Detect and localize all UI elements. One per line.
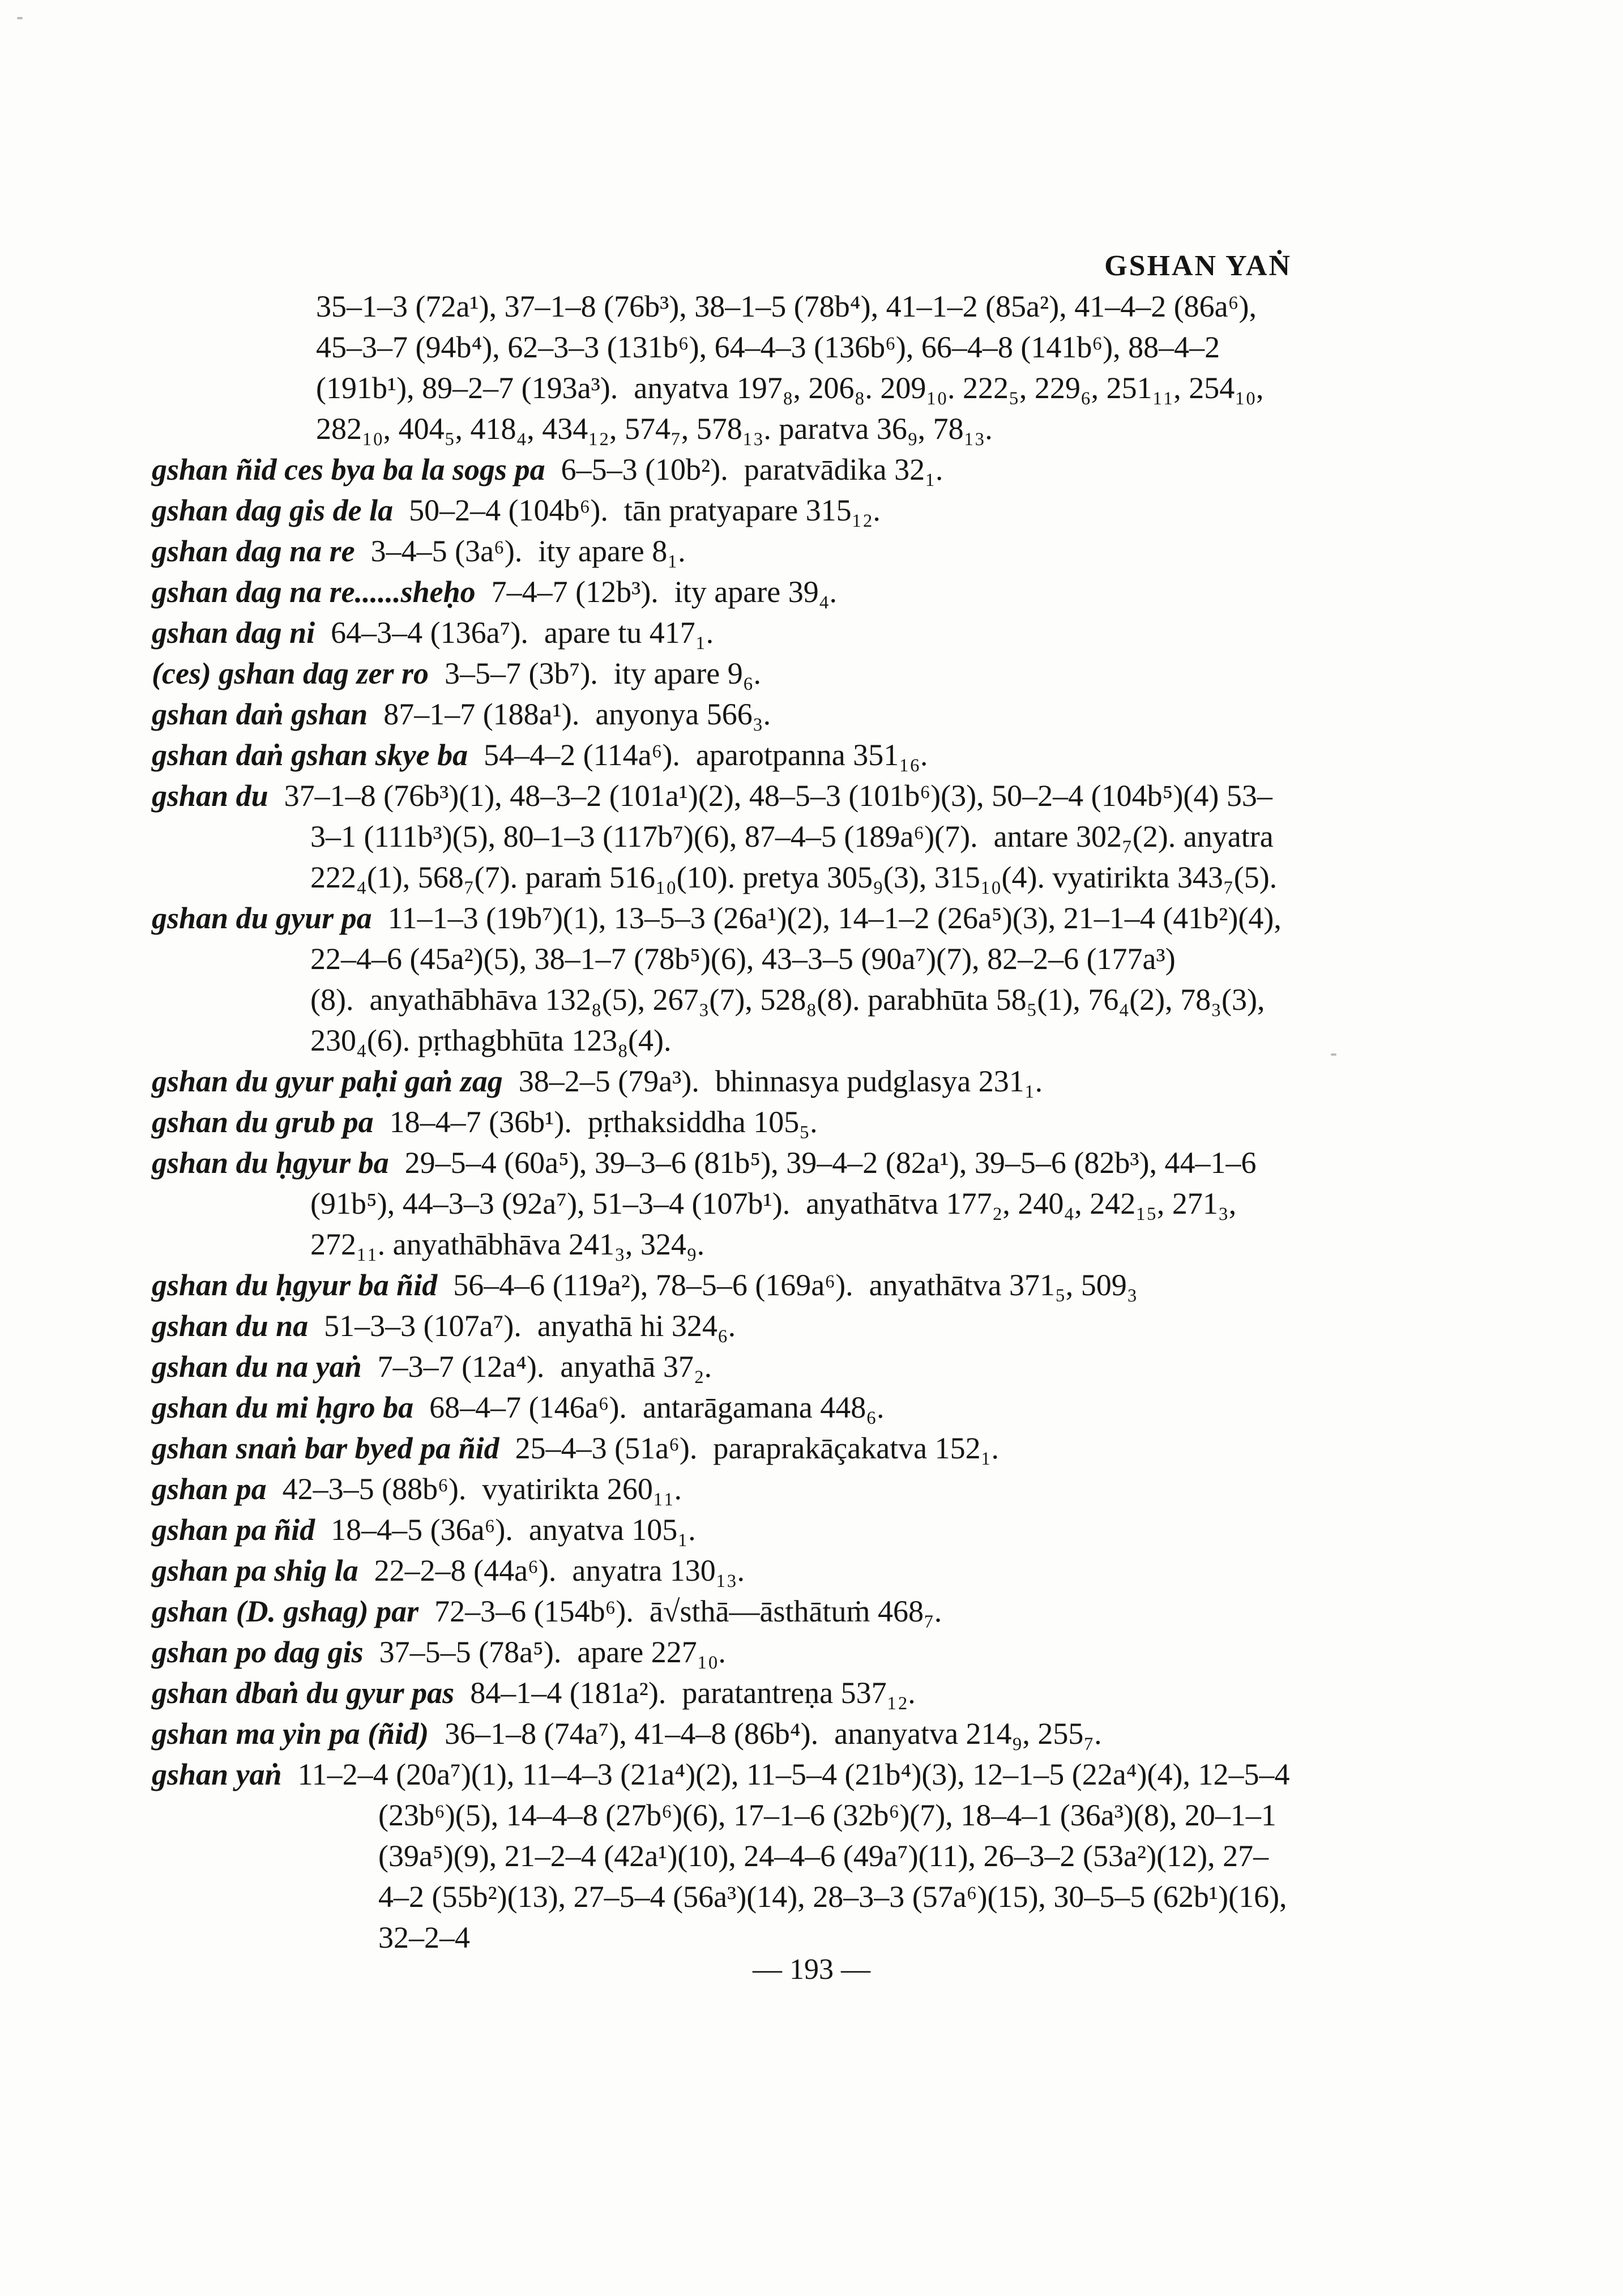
entry [152, 1305, 1290, 1346]
entry-sanskrit: ananyatva 214₉, 255₇. [834, 1717, 1102, 1751]
entry-sanskrit: anyathā 37₂. [560, 1350, 712, 1384]
entry [152, 1632, 1290, 1672]
entry-refs: 6–5–3 (10b²). [561, 453, 728, 486]
entry [152, 1061, 1290, 1102]
entry-sanskrit: anyathā hi 324₆. [537, 1309, 736, 1343]
entry [152, 1509, 1290, 1550]
entry-refs: 50–2–4 (104b⁶). [409, 493, 608, 527]
entry-sanskrit: anyathātva 177₂, 240₄, 242₁₅, 271₃, 272₁₁. anyathābhāva 241₃, 324₉. [310, 1187, 1237, 1261]
entry [152, 1754, 1290, 1958]
entry-refs: 37–5–5 (78a⁵). [379, 1635, 562, 1669]
entry-headword: gshan dag na re......sheḥo [152, 575, 476, 609]
entry-headword: (ces) gshan dag zer ro [152, 656, 429, 690]
entry-headword: gshan dag gis de la [152, 493, 394, 527]
entry-sanskrit: apare tu 417₁. [544, 616, 714, 650]
entry-headword: gshan du mi ḥgro ba [152, 1390, 414, 1424]
entry [152, 1550, 1290, 1591]
running-head: GSHAN YAṄ [1104, 250, 1292, 282]
entry [152, 531, 1290, 571]
entry-headword: gshan yaṅ [152, 1757, 282, 1791]
entry-headword: gshan ma yin pa (ñid) [152, 1717, 429, 1751]
entry-sanskrit: apare 227₁₀. [577, 1635, 726, 1669]
entry [152, 694, 1290, 735]
entry-headword: gshan du na yaṅ [152, 1350, 362, 1384]
entry-sanskrit: tān pratyapare 315₁₂. [623, 493, 881, 527]
entry-sanskrit: anyonya 566₃. [595, 697, 771, 731]
entry-refs: 7–4–7 (12b³). [491, 575, 659, 609]
entry-sanskrit: vyatirikta 260₁₁. [482, 1472, 682, 1506]
entry [152, 1713, 1290, 1754]
entry-refs: 36–1–8 (74a⁷), 41–4–8 (86b⁴). [445, 1717, 819, 1751]
entry-headword: gshan dag na re [152, 534, 355, 568]
entry-sanskrit: ity apare 39₄. [674, 575, 838, 609]
entry-headword: gshan po dag gis [152, 1635, 364, 1669]
entry [152, 571, 1290, 612]
entry-headword: gshan du ḥgyur ba ñid [152, 1268, 438, 1302]
entry-refs: 25–4–3 (51a⁶). [515, 1431, 698, 1465]
entry-refs: 56–4–6 (119a²), 78–5–6 (169a⁶). [453, 1268, 853, 1302]
scan-smudge [17, 17, 23, 19]
entry-refs: 54–4–2 (114a⁶). [484, 738, 680, 772]
entry-headword: gshan du grub pa [152, 1105, 374, 1139]
entry [152, 775, 1290, 898]
entry-sanskrit: anyathābhāva 132₈(5), 267₃(7), 528₈(8). parabhūta 58₅(1), 76₄(2), 78₃(3), 230₄(6). pṛthagbhūta 123₈(4). [310, 983, 1265, 1057]
entry [152, 1346, 1290, 1387]
entry [152, 898, 1290, 1061]
entry [152, 1591, 1290, 1632]
entry-headword: gshan du ḥgyur ba [152, 1146, 389, 1180]
page-number: — 193 — [753, 1953, 870, 1986]
entry-refs: 38–2–5 (79a³). [518, 1064, 699, 1098]
entry-refs: 3–4–5 (3a⁶). [370, 534, 523, 568]
entry-sanskrit: antarāgamana 448₆. [642, 1390, 885, 1424]
entry-headword: gshan dbaṅ du gyur pas [152, 1676, 455, 1710]
entry-refs: 84–1–4 (181a²). [470, 1676, 667, 1710]
entry-refs: 64–3–4 (136a⁷). [331, 616, 528, 650]
entry-sanskrit: ā√sthā—āsthātuṁ 468₇. [649, 1594, 942, 1628]
entry-refs: 87–1–7 (188a¹). [383, 697, 580, 731]
entry-sanskrit: paraprakāçakatva 152₁. [713, 1431, 999, 1465]
entry-refs: 35–1–3 (72a¹), 37–1–8 (76b³), 38–1–5 (78b⁴), 41–1–2 (85a²), 41–4–2 (86a⁶), 45–3–7 (94b⁴), 62–3–3 (131b⁶), 64–4–3 (136b⁶), 66–4–8 (141b⁶), 88–4–2 (191b¹), 89–2–7 (193a³). [316, 289, 1257, 405]
entry-refs: 42–3–5 (88b⁶). [282, 1472, 467, 1506]
entry [152, 735, 1290, 775]
entry-headword: gshan dag ni [152, 616, 315, 650]
entry [152, 1469, 1290, 1509]
entry [152, 1265, 1290, 1305]
entry-headword: gshan du gyur pa [152, 901, 372, 935]
entry [152, 1102, 1290, 1142]
entry [152, 490, 1290, 531]
entry-headword: gshan daṅ gshan [152, 697, 368, 731]
entry-headword: gshan du gyur paḥi gaṅ zag [152, 1064, 503, 1098]
entry-refs: 37–1–8 (76b³)(1), 48–3–2 (101a¹)(2), 48–5–3 (101b⁶)(3), 50–2–4 (104b⁵)(4) 53–3–1 (111b³)(5), 80–1–3 (117b⁷)(6), 87–4–5 (189a⁶)(7). [284, 779, 1272, 853]
entry-sanskrit: anyatva 197₈, 206₈. 209₁₀. 222₅, 229₆, 251₁₁, 254₁₀, 282₁₀, 404₅, 418₄, 434₁₂, 574₇, 578₁₃. paratva 36₉, 78₁₃. [316, 371, 1264, 446]
entry-refs: 7–3–7 (12a⁴). [377, 1350, 545, 1384]
entry-headword: gshan pa shig la [152, 1554, 358, 1587]
entry-refs: 51–3–3 (107a⁷). [324, 1309, 522, 1343]
entry [152, 1672, 1290, 1713]
entry-refs: 29–5–4 (60a⁵), 39–3–6 (81b⁵), 39–4–2 (82a¹), 39–5–6 (82b³), 44–1–6 (91b⁵), 44–3–3 (92a⁷), 51–3–4 (107b¹). [310, 1146, 1257, 1220]
entry-headword: gshan pa ñid [152, 1513, 315, 1547]
entry-continuation [316, 286, 1290, 449]
entry-headword: gshan (D. gshag) par [152, 1594, 419, 1628]
entry-refs: 68–4–7 (146a⁶). [429, 1390, 627, 1424]
entry-sanskrit: pṛthaksiddha 105₅. [587, 1105, 818, 1139]
entry-sanskrit: bhinnasya pudglasya 231₁. [715, 1064, 1043, 1098]
entry-refs: 18–4–5 (36a⁶). [331, 1513, 513, 1547]
entry-headword: gshan ñid ces bya ba la sogs pa [152, 453, 545, 486]
entry [152, 1387, 1290, 1428]
entry-headword: gshan pa [152, 1472, 267, 1506]
entry-refs: 11–1–3 (19b⁷)(1), 13–5–3 (26a¹)(2), 14–1–2 (26a⁵)(3), 21–1–4 (41b²)(4), 22–4–6 (45a²)(5), 38–1–7 (78b⁵)(6), 43–3–5 (90a⁷)(7), 82–2–6 (177a³)(8). [310, 901, 1282, 1017]
entry-sanskrit: aparotpanna 351₁₆. [695, 738, 928, 772]
entry-sanskrit: anyatra 130₁₃. [572, 1554, 745, 1587]
entry-sanskrit: antare 302₇(2). anyatra 222₄(1), 568₇(7). paraṁ 516₁₀(10). pretya 305₉(3), 315₁₀(4). vyatirikta 343₇(5). [310, 820, 1278, 894]
entry [152, 1428, 1290, 1469]
entry-sanskrit: anyatva 105₁. [528, 1513, 696, 1547]
entry-sanskrit: anyathātva 371₅, 509₃ [869, 1268, 1138, 1302]
entry-refs: 18–4–7 (36b¹). [389, 1105, 572, 1139]
entry-list [152, 286, 1290, 1958]
entry-sanskrit: ity apare 9₆. [613, 656, 762, 690]
entry [152, 449, 1290, 490]
entry-headword: gshan du [152, 779, 268, 813]
entry-headword: gshan du na [152, 1309, 309, 1343]
scan-smudge [1331, 1053, 1336, 1056]
entry [152, 612, 1290, 653]
entry-sanskrit: ity apare 8₁. [538, 534, 686, 568]
entry-refs: 22–2–8 (44a⁶). [374, 1554, 557, 1587]
entry-headword: gshan snaṅ bar byed pa ñid [152, 1431, 499, 1465]
entry-headword: gshan daṅ gshan skye ba [152, 738, 468, 772]
entry-refs: 11–2–4 (20a⁷)(1), 11–4–3 (21a⁴)(2), 11–5–4 (21b⁴)(3), 12–1–5 (22a⁴)(4), 12–5–4 (23b⁶)(5), 14–4–8 (27b⁶)(6), 17–1–6 (32b⁶)(7), 18–4–1 (36a³)(8), 20–1–1 (39a⁵)(9), 21–2–4 (42a¹)(10), 24–4–6 (49a⁷)(11), 26–3–2 (53a²)(12), 27–4–2 (55b²)(13), 27–5–4 (56a³)(14), 28–3–3 (57a⁶)(15), 30–5–5 (62b¹)(16), 32–2–4 [297, 1757, 1290, 1954]
entry [152, 1142, 1290, 1265]
entry-refs: 3–5–7 (3b⁷). [445, 656, 598, 690]
entry [152, 653, 1290, 694]
entry-sanskrit: paratvādika 32₁. [744, 453, 943, 486]
entry-sanskrit: paratantreṇa 537₁₂. [682, 1676, 916, 1710]
entry-refs: 72–3–6 (154b⁶). [434, 1594, 634, 1628]
